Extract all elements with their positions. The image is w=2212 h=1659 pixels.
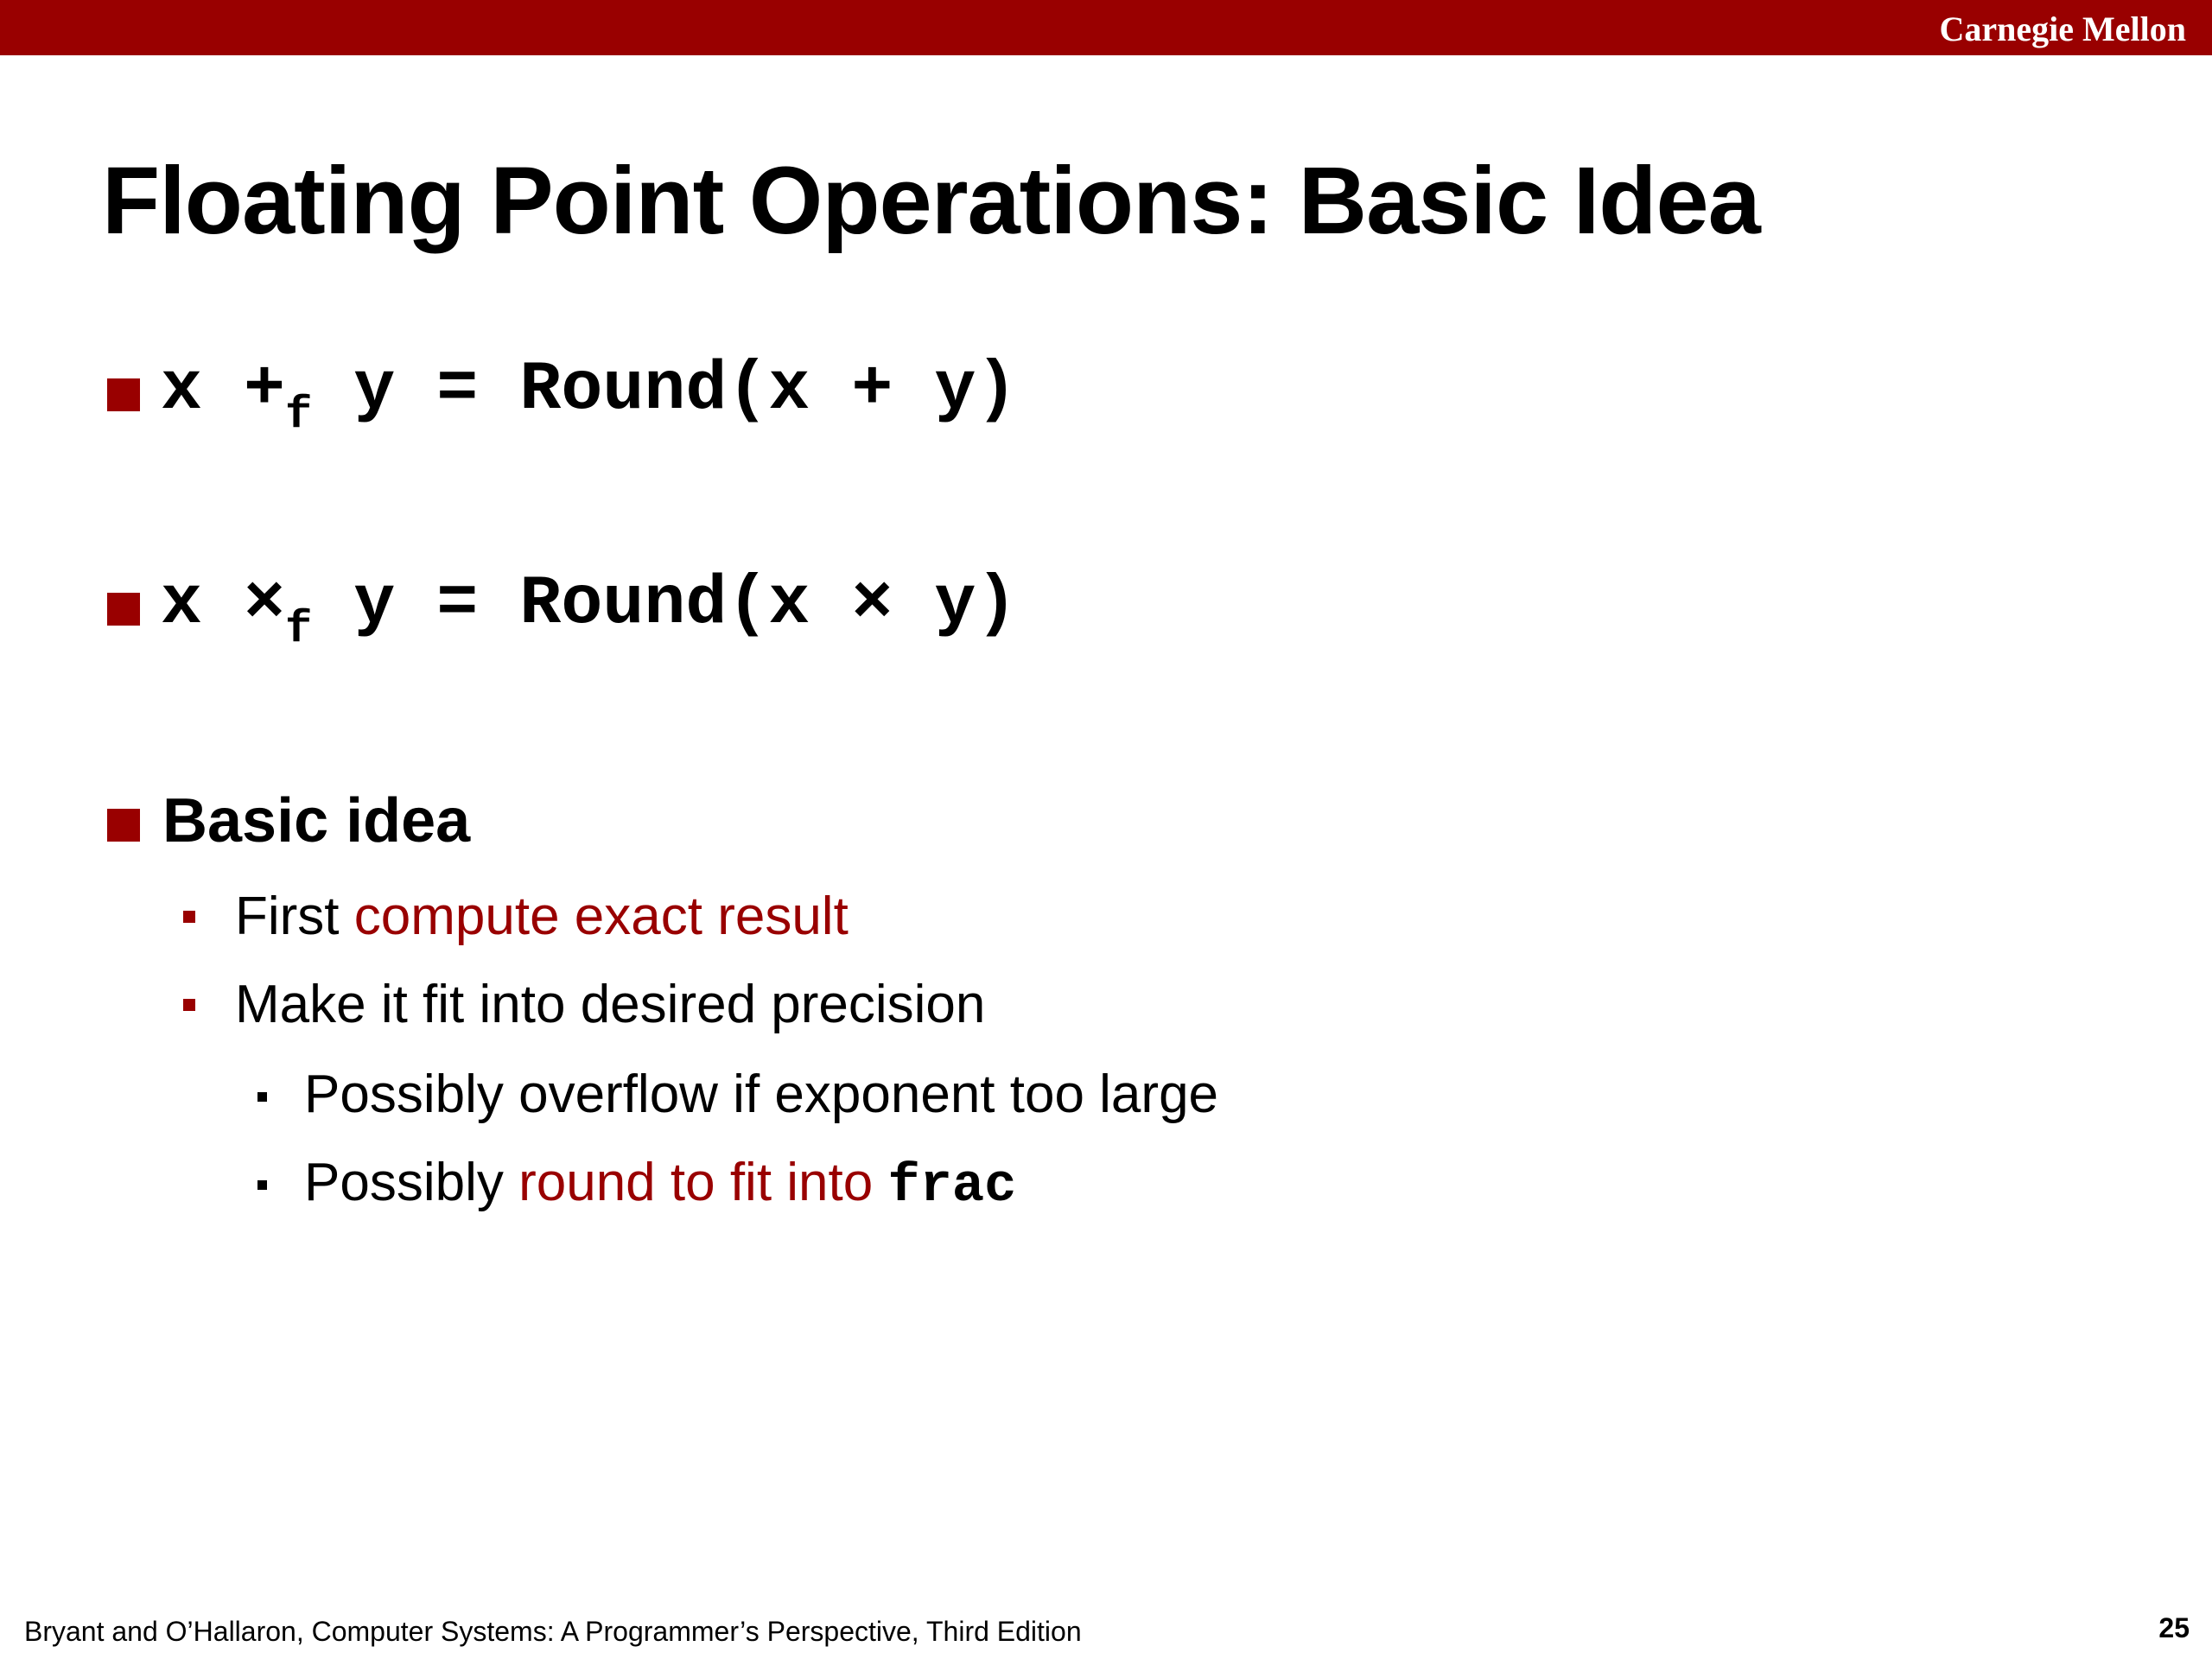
- formula-operator: +: [244, 351, 286, 429]
- sub-bullet-icon: [183, 999, 195, 1011]
- item-highlight: round to fit into: [518, 1153, 874, 1212]
- bullet-square-icon: [107, 809, 140, 842]
- sub-bullet-icon: [183, 911, 195, 923]
- footer-citation: Bryant and O’Hallaron, Computer Systems: A Programmer’s Perspective, Third Edition: [24, 1616, 1082, 1647]
- list-item: [304, 1144, 1016, 1225]
- formula-operator-subscript: f: [285, 390, 313, 441]
- slide-title: Floating Point Operations: Basic Idea: [102, 148, 1760, 254]
- formula-rhs: y = Round(x + y): [353, 351, 1018, 429]
- formula-rhs: y = Round(x × y): [353, 565, 1018, 644]
- brand-label: Carnegie Mellon: [1939, 10, 2186, 48]
- formula-x: x: [161, 351, 203, 429]
- list-item: Make it fit into desired precision: [235, 975, 986, 1034]
- formula-x: x: [161, 565, 203, 644]
- basic-idea-heading: Basic idea: [162, 786, 471, 855]
- sub-sub-bullet-icon: [257, 1092, 267, 1102]
- bullet-square-icon: [107, 378, 140, 411]
- list-item: Possibly overflow if exponent too large: [304, 1065, 1219, 1124]
- bullet-square-icon: [107, 593, 140, 626]
- header-bar: [0, 0, 2212, 55]
- list-item: [235, 878, 849, 956]
- float-add-formula: [161, 347, 1018, 441]
- sub-sub-bullet-icon: [257, 1180, 267, 1190]
- item-code: frac: [887, 1155, 1017, 1217]
- float-mul-formula: [161, 562, 1018, 655]
- formula-operator: ×: [244, 565, 286, 644]
- item-highlight: compute exact result: [353, 887, 849, 946]
- item-prefix: Possibly: [304, 1153, 519, 1212]
- formula-operator-subscript: f: [285, 604, 313, 655]
- page-number: 25: [2158, 1612, 2190, 1643]
- item-prefix: First: [235, 887, 354, 946]
